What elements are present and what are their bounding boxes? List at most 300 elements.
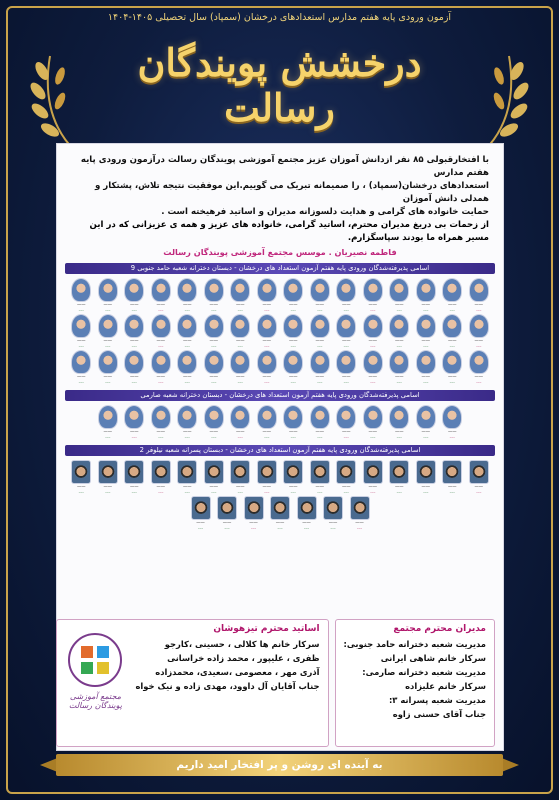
student-name-line: —— — [209, 303, 219, 308]
intro-line: از زحمات بی دریغ مدیران محترم، اساتید گرامی، خانواده های عزیز و همه ی عزیزانی که در این مسیر همراه ما بودند سپاسگزارم. — [89, 220, 489, 243]
student-card — [335, 278, 358, 312]
student-card — [216, 496, 239, 530]
student-name-line: —— — [182, 303, 192, 308]
student-school-line: ––– — [237, 380, 243, 384]
student-name-line: —— — [182, 430, 192, 435]
student-school-line: ––– — [237, 344, 243, 348]
student-photo — [124, 405, 144, 429]
student-school-line: ––– — [158, 380, 164, 384]
student-card — [309, 405, 332, 439]
student-school-line: ––– — [264, 490, 270, 494]
student-school-line: ––– — [290, 435, 296, 439]
student-name-line: —— — [129, 339, 139, 344]
student-name-line: —— — [474, 303, 484, 308]
student-photo — [98, 405, 118, 429]
student-card — [468, 278, 491, 312]
student-photo — [71, 314, 91, 338]
student-school-line: ––– — [158, 344, 164, 348]
student-name-line: —— — [156, 339, 166, 344]
student-school-line: ––– — [197, 526, 204, 530]
student-card — [123, 278, 146, 312]
student-photo — [350, 496, 370, 520]
student-photo — [389, 405, 409, 429]
student-school-line: ––– — [290, 344, 296, 348]
student-name-line: —— — [209, 339, 219, 344]
student-school-line: ––– — [78, 380, 84, 384]
student-name-line: —— — [474, 485, 484, 490]
student-school-line: ––– — [184, 435, 190, 439]
section-band-sarami: اسامی پذیرفته‌شدگان ورودی پایه هفتم آزمون استعداد های درخشان - دبستان دخترانه شعبه صارمی — [65, 390, 495, 401]
student-card — [295, 496, 318, 530]
student-card — [468, 350, 491, 384]
student-name-line: —— — [235, 375, 245, 380]
student-school-line: ––– — [317, 435, 323, 439]
student-name-line: —— — [447, 303, 457, 308]
student-card — [348, 496, 371, 530]
student-photo — [177, 350, 197, 374]
student-photo — [283, 405, 303, 429]
student-photo — [204, 405, 224, 429]
student-card — [282, 350, 305, 384]
student-card — [468, 460, 491, 494]
student-name-line: —— — [341, 303, 351, 308]
student-card — [70, 278, 93, 312]
student-card — [176, 460, 199, 494]
student-school-line: ––– — [158, 435, 164, 439]
student-card — [415, 405, 438, 439]
student-school-line: ––– — [105, 380, 111, 384]
student-school-line: ––– — [396, 490, 402, 494]
student-card — [388, 405, 411, 439]
student-card — [203, 278, 226, 312]
student-photo — [270, 496, 290, 520]
student-photo — [151, 314, 171, 338]
student-card — [362, 278, 385, 312]
student-name-line: —— — [341, 339, 351, 344]
student-photo — [416, 350, 436, 374]
student-card — [176, 278, 199, 312]
student-name-line: —— — [341, 375, 351, 380]
student-school-line: ––– — [290, 380, 296, 384]
student-photo — [124, 278, 144, 302]
student-school-line: ––– — [396, 380, 402, 384]
student-name-line: —— — [156, 430, 166, 435]
student-name-line: —— — [394, 303, 404, 308]
student-grid-niloufar — [57, 456, 503, 530]
student-school-line: ––– — [237, 308, 243, 312]
student-card — [229, 314, 252, 348]
student-school-line: ––– — [476, 344, 482, 348]
student-card — [123, 350, 146, 384]
student-school-line: ––– — [131, 435, 137, 439]
student-card — [70, 314, 93, 348]
intro-line: استعدادهای درخشان(سمپاد) ، را صمیمانه تبریک می گوییم.این موفقیت نتیجه تلاش، پشتکار و همدلی دانش آموزان — [94, 181, 489, 204]
student-photo — [204, 278, 224, 302]
student-name-line: —— — [103, 303, 113, 308]
student-name-line: —— — [474, 339, 484, 344]
student-name-line: —— — [355, 521, 364, 526]
student-card — [282, 460, 305, 494]
student-card — [269, 496, 292, 530]
student-name-line: —— — [315, 375, 325, 380]
student-school-line: ––– — [303, 526, 310, 530]
student-photo — [177, 405, 197, 429]
manager-line: مدیریت شعبه پسرانه ۳: — [388, 695, 486, 705]
student-name-line: —— — [288, 303, 298, 308]
student-name-line: —— — [235, 339, 245, 344]
student-card — [309, 314, 332, 348]
student-school-line: ––– — [105, 490, 111, 494]
student-photo — [416, 405, 436, 429]
student-photo — [98, 460, 118, 484]
student-photo — [389, 314, 409, 338]
student-photo — [204, 460, 224, 484]
student-school-line: ––– — [131, 344, 137, 348]
student-name-line: —— — [328, 521, 338, 526]
student-card — [70, 350, 93, 384]
teachers-heading: اساتید محترم تیزهوشان — [213, 624, 320, 634]
student-card — [242, 496, 265, 530]
student-name-line: —— — [182, 375, 192, 380]
student-card — [203, 405, 226, 439]
student-school-line: ––– — [423, 435, 429, 439]
student-school-line: ––– — [370, 490, 376, 494]
student-card — [150, 350, 173, 384]
student-card — [229, 460, 252, 494]
student-name-line: —— — [368, 485, 378, 490]
student-photo — [416, 460, 436, 484]
student-name-line: —— — [288, 485, 298, 490]
student-name-line: —— — [394, 339, 404, 344]
student-name-line: —— — [235, 430, 245, 435]
student-school-line: ––– — [343, 380, 349, 384]
student-name-line: —— — [129, 430, 139, 435]
student-card — [282, 314, 305, 348]
student-name-line: —— — [262, 485, 272, 490]
student-name-line: —— — [249, 521, 258, 526]
student-card — [309, 460, 332, 494]
student-school-line: ––– — [131, 380, 137, 384]
teachers-box — [56, 619, 328, 747]
student-photo — [71, 350, 91, 374]
student-photo — [336, 350, 356, 374]
student-card — [256, 314, 279, 348]
student-photo — [151, 405, 171, 429]
student-photo — [257, 405, 277, 429]
student-card — [203, 350, 226, 384]
student-name-line: —— — [103, 430, 113, 435]
student-name-line: —— — [421, 303, 431, 308]
student-card — [256, 278, 279, 312]
student-school-line: ––– — [105, 344, 111, 348]
student-card — [123, 314, 146, 348]
student-card — [229, 278, 252, 312]
student-photo — [389, 278, 409, 302]
student-card — [150, 405, 173, 439]
student-name-line: —— — [315, 485, 325, 490]
student-school-line: ––– — [343, 435, 349, 439]
student-photo — [363, 278, 383, 302]
student-photo — [442, 350, 462, 374]
student-card — [150, 460, 173, 494]
student-photo — [363, 314, 383, 338]
student-name-line: —— — [447, 339, 457, 344]
student-school-line: ––– — [317, 490, 323, 494]
student-name-line: —— — [129, 375, 139, 380]
student-school-line: ––– — [343, 344, 349, 348]
student-name-line: —— — [262, 375, 272, 380]
student-photo — [217, 496, 237, 520]
student-school-line: ––– — [290, 308, 296, 312]
student-photo — [310, 405, 330, 429]
student-photo — [230, 460, 250, 484]
student-photo — [257, 350, 277, 374]
student-school-line: ––– — [370, 308, 376, 312]
section-band-hamed: اسامی پذیرفته‌شدگان ورودی پایه هفتم آزمون استعداد های درخشان - دبستان دخترانه شعبه حامد جنوبی 9 — [65, 263, 495, 274]
student-school-line: ––– — [184, 344, 190, 348]
student-name-line: —— — [368, 375, 378, 380]
student-card — [388, 350, 411, 384]
student-name-line: —— — [209, 485, 219, 490]
student-name-line: —— — [182, 339, 192, 344]
student-card — [189, 496, 212, 530]
manager-line: مدیریت شعبه دخترانه حامد جنوبی: — [343, 639, 486, 649]
student-school-line: ––– — [476, 380, 482, 384]
student-school-line: ––– — [131, 308, 137, 312]
student-card — [362, 350, 385, 384]
student-school-line: ––– — [158, 308, 164, 312]
student-school-line: ––– — [237, 435, 243, 439]
student-school-line: ––– — [184, 490, 190, 494]
student-photo — [98, 350, 118, 374]
student-photo — [469, 278, 489, 302]
student-name-line: —— — [103, 485, 113, 490]
student-card — [335, 350, 358, 384]
student-school-line: ––– — [449, 344, 455, 348]
student-name-line: —— — [196, 521, 205, 526]
student-card — [335, 314, 358, 348]
student-school-line: ––– — [423, 490, 429, 494]
student-name-line: —— — [209, 430, 219, 435]
student-school-line: ––– — [78, 344, 84, 348]
student-name-line: —— — [156, 485, 166, 490]
student-name-line: —— — [288, 375, 298, 380]
student-photo — [442, 278, 462, 302]
student-photo — [442, 405, 462, 429]
student-photo — [283, 278, 303, 302]
student-card — [150, 314, 173, 348]
student-school-line: ––– — [211, 490, 217, 494]
student-school-line: ––– — [237, 490, 243, 494]
student-school-line: ––– — [105, 308, 111, 312]
student-card — [123, 405, 146, 439]
student-photo — [230, 350, 250, 374]
student-name-line: —— — [262, 339, 272, 344]
student-school-line: ––– — [476, 490, 482, 494]
student-school-line: ––– — [449, 308, 455, 312]
student-name-line: —— — [156, 303, 166, 308]
student-name-line: —— — [421, 430, 431, 435]
student-name-line: —— — [315, 303, 325, 308]
student-name-line: —— — [288, 430, 298, 435]
student-photo — [230, 278, 250, 302]
student-card — [229, 405, 252, 439]
student-photo — [336, 314, 356, 338]
student-photo — [244, 496, 264, 520]
manager-line: جناب آقای حسنی زاوه — [392, 709, 486, 719]
student-photo — [389, 350, 409, 374]
student-card — [362, 460, 385, 494]
student-school-line: ––– — [356, 526, 363, 530]
student-school-line: ––– — [264, 344, 270, 348]
student-photo — [98, 314, 118, 338]
student-name-line: —— — [76, 339, 86, 344]
student-school-line: ––– — [343, 308, 349, 312]
student-school-line: ––– — [290, 490, 296, 494]
credits-area — [65, 619, 495, 747]
student-name-line: —— — [315, 339, 325, 344]
student-grid-sarami — [57, 401, 503, 439]
student-photo — [310, 460, 330, 484]
student-card — [415, 314, 438, 348]
student-name-line: —— — [368, 303, 378, 308]
section-band-niloufar: اسامی پذیرفته‌شدگان ورودی پایه هفتم آزمون استعداد های درخشان - دبستان پسرانه شعبه نیلوفر 2 — [65, 445, 495, 456]
student-school-line: ––– — [131, 490, 137, 494]
student-card — [97, 405, 120, 439]
student-photo — [177, 460, 197, 484]
student-card — [256, 460, 279, 494]
student-photo — [283, 460, 303, 484]
student-name-line: —— — [368, 339, 378, 344]
student-card — [282, 405, 305, 439]
student-name-line: —— — [447, 375, 457, 380]
student-school-line: ––– — [105, 435, 111, 439]
student-school-line: ––– — [396, 435, 402, 439]
founder-signature: فاطمه نصیریان . موسس مجتمع آموزشی پویندگان رسالت — [163, 247, 397, 257]
student-photo — [177, 278, 197, 302]
student-card — [415, 350, 438, 384]
student-card — [309, 350, 332, 384]
student-name-line: —— — [129, 303, 139, 308]
student-school-line: ––– — [317, 344, 323, 348]
teacher-line: سرکار خانم ها کلالی ، حسینی ،کارجو — [164, 639, 320, 649]
student-card — [150, 278, 173, 312]
student-name-line: —— — [262, 303, 272, 308]
student-name-line: —— — [235, 303, 245, 308]
student-card — [441, 278, 464, 312]
student-name-line: —— — [341, 430, 351, 435]
student-card — [282, 278, 305, 312]
student-card — [203, 314, 226, 348]
student-photo — [310, 350, 330, 374]
student-school-line: ––– — [211, 435, 217, 439]
student-card — [468, 314, 491, 348]
student-card — [441, 314, 464, 348]
student-name-line: —— — [447, 485, 457, 490]
student-school-line: ––– — [370, 344, 376, 348]
student-card — [415, 278, 438, 312]
student-name-line: —— — [394, 375, 404, 380]
student-school-line: ––– — [396, 308, 402, 312]
student-school-line: ––– — [78, 308, 84, 312]
student-school-line: ––– — [449, 490, 455, 494]
student-card — [176, 350, 199, 384]
student-photo — [151, 350, 171, 374]
intro-line: با افتخارقبولی ۸۵ نفر ازدانش آموزان عزیز مجتمع آموزشی پویندگان رسالت درآزمون ورودی پایه هفتم مدارس — [80, 155, 489, 178]
student-photo — [124, 350, 144, 374]
student-photo — [177, 314, 197, 338]
laurel-right-icon — [469, 46, 539, 156]
student-photo — [310, 278, 330, 302]
student-photo — [71, 278, 91, 302]
student-name-line: —— — [156, 375, 166, 380]
student-card — [309, 278, 332, 312]
student-photo — [416, 278, 436, 302]
student-school-line: ––– — [317, 380, 323, 384]
student-photo — [124, 314, 144, 338]
student-name-line: —— — [275, 521, 285, 526]
manager-line: سرکار خانم علیزاده — [405, 681, 486, 691]
student-school-line: ––– — [211, 308, 217, 312]
student-card — [229, 350, 252, 384]
student-name-line: —— — [262, 430, 272, 435]
student-name-line: —— — [103, 375, 113, 380]
student-card — [97, 314, 120, 348]
student-photo — [230, 405, 250, 429]
intro-text — [57, 144, 503, 245]
student-school-line: ––– — [423, 308, 429, 312]
student-card — [441, 405, 464, 439]
content-panel — [56, 143, 504, 751]
student-school-line: ––– — [317, 308, 323, 312]
student-name-line: —— — [129, 485, 139, 490]
student-photo — [336, 278, 356, 302]
student-name-line: —— — [474, 375, 484, 380]
student-card — [256, 350, 279, 384]
manager-line: سرکار خانم شاهی ایرانی — [380, 653, 486, 663]
student-name-line: —— — [394, 430, 404, 435]
managers-box — [335, 619, 495, 747]
student-card — [123, 460, 146, 494]
student-name-line: —— — [341, 485, 351, 490]
student-photo — [469, 314, 489, 338]
student-card — [388, 314, 411, 348]
student-photo — [151, 278, 171, 302]
student-school-line: ––– — [184, 380, 190, 384]
student-photo — [469, 460, 489, 484]
student-photo — [336, 405, 356, 429]
student-name-line: —— — [368, 430, 378, 435]
student-card — [176, 405, 199, 439]
student-school-line: ––– — [184, 308, 190, 312]
student-name-line: —— — [421, 339, 431, 344]
student-school-line: ––– — [476, 308, 482, 312]
student-photo — [442, 314, 462, 338]
student-photo — [191, 496, 211, 520]
student-photo — [257, 278, 277, 302]
teacher-line: ظفری ، علیپور ، محمد زاده خراسانی — [167, 653, 320, 663]
teacher-line: آذری مهر ، معصومی ،سعیدی، محمدزاده — [155, 667, 320, 677]
student-photo — [469, 350, 489, 374]
student-card — [388, 460, 411, 494]
student-photo — [204, 350, 224, 374]
student-school-line: ––– — [370, 435, 376, 439]
student-school-line: ––– — [449, 435, 455, 439]
student-photo — [124, 460, 144, 484]
header-subtitle: آزمون ورودی پایه هفتم مدارس استعدادهای درخشان (سمپاد) سال تحصیلی ۱۴۰۵-۱۴۰۴ — [107, 12, 452, 23]
student-name-line: —— — [222, 521, 232, 526]
student-photo — [151, 460, 171, 484]
